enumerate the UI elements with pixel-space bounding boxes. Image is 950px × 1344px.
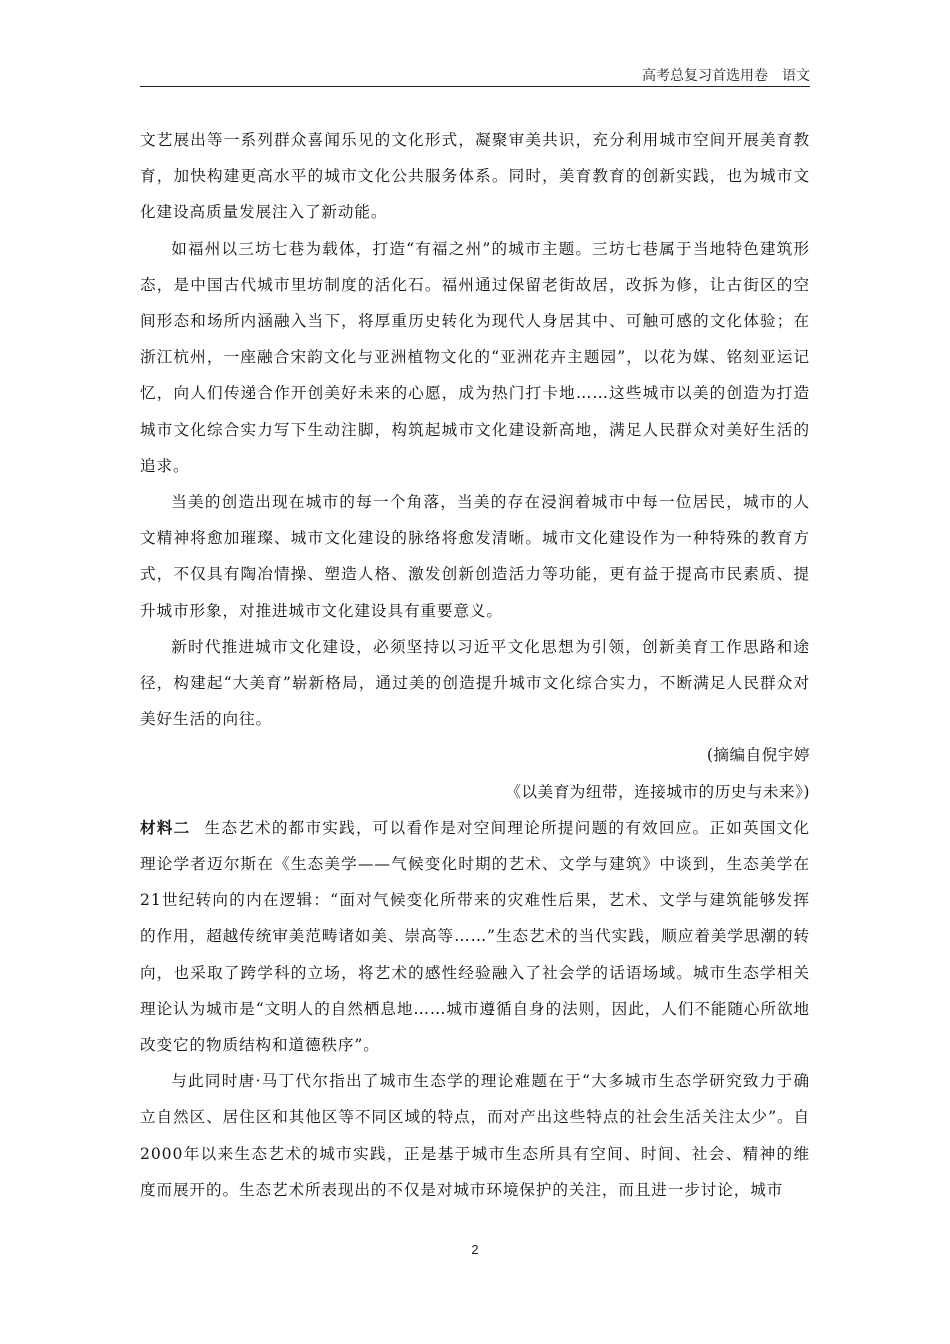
page-number: 2 <box>471 1242 479 1257</box>
paragraph-1: 文艺展出等一系列群众喜闻乐见的文化形式，凝聚审美共识，充分利用城市空间开展美育教育，加快构建更高水平的城市文化公共服务体系。同时，美育教育的创新实践，也为城市文化建设高质量发展注入了新动能。 <box>140 131 810 222</box>
paragraph-4: 新时代推进城市文化建设，必须坚持以习近平文化思想为引领，创新美育工作思路和途径，构建起“大美育”崭新格局，通过美的创造提升城市文化综合实力，不断满足人民群众对美好生活的向往。 <box>140 637 810 729</box>
header-title: 高考总复习首选用卷 语文 <box>642 68 810 84</box>
material-2-text: 生态艺术的都市实践，可以看作是对空间理论所提问题的有效回应。正如英国文化理论学者迈尔斯在《生态美学——气候变化时期的艺术、文学与建筑》中谈到，生态美学在21世纪转向的内在逻辑：“面对气候变化所带来的灾难性后果，艺术、文学与建筑能够发挥的作用，超越传统审美范畴诸如美、崇高等……”生态艺术的当代实践，顺应着美学思潮的转向，也采取了跨学科的立场，将艺术的感性经验融入了社会学的话语场域。城市生态学相关理论认为城市是“文明人的自然栖息地……城市遵循自身的法则，因此，人们不能随心所欲地改变它的物质结构和道德秩序”。 <box>140 818 811 1055</box>
paragraph-2: 如福州以三坊七巷为载体，打造“有福之州”的城市主题。三坊七巷属于当地特色建筑形态，是中国古代城市里坊制度的活化石。福州通过保留老街故居，改拆为修，让古街区的空间形态和场所内涵融入当下，将厚重历史转化为现代人身居其中、可触可感的文化体验；在浙江杭州，一座融合宋韵文化与亚洲植物文化的“亚洲花卉主题园”，以花为媒、铭刻亚运记忆，向人们传递合作开创美好未来的心愿，成为热门打卡地……这些城市以美的创造为打造城市文化综合实力写下生动注脚，构筑起城市文化建设新高地，满足人民群众对美好生活的追求。 <box>140 239 810 475</box>
page-header <box>140 66 810 87</box>
source-line-1: (摘编自倪宇婷 <box>706 746 810 765</box>
document-body <box>140 122 810 1208</box>
material-2-label: 材料二 <box>140 817 191 837</box>
material-2-paragraph <box>140 810 810 1063</box>
paragraph-3: 当美的创造出现在城市的每一个角落，当美的存在浸润着城市中每一位居民，城市的人文精神将愈加璀璨、城市文化建设的脉络将愈发清晰。城市文化建设作为一种特殊的教育方式，不仅具有陶冶情操、塑造人格、激发创新创造活力等功能，更有益于提高市民素质、提升城市形象，对推进城市文化建设具有重要意义。 <box>140 493 810 620</box>
paragraph-last: 与此同时唐·马丁代尔指出了城市生态学的理论难题在于“大多城市生态学研究致力于确立自然区、居住区和其他区等不同区域的特点，而对产出这些特点的社会生活关注太少”。自2000年以来生态艺术的城市实践，正是基于城市生态所具有空间、时间、社会、精神的维度而展开的。生态艺术所表现出的不仅是对城市环境保护的关注，而且进一步讨论，城市 <box>140 1072 810 1199</box>
source-line-2: 《以美育为纽带，连接城市的历史与未来》) <box>505 782 810 801</box>
